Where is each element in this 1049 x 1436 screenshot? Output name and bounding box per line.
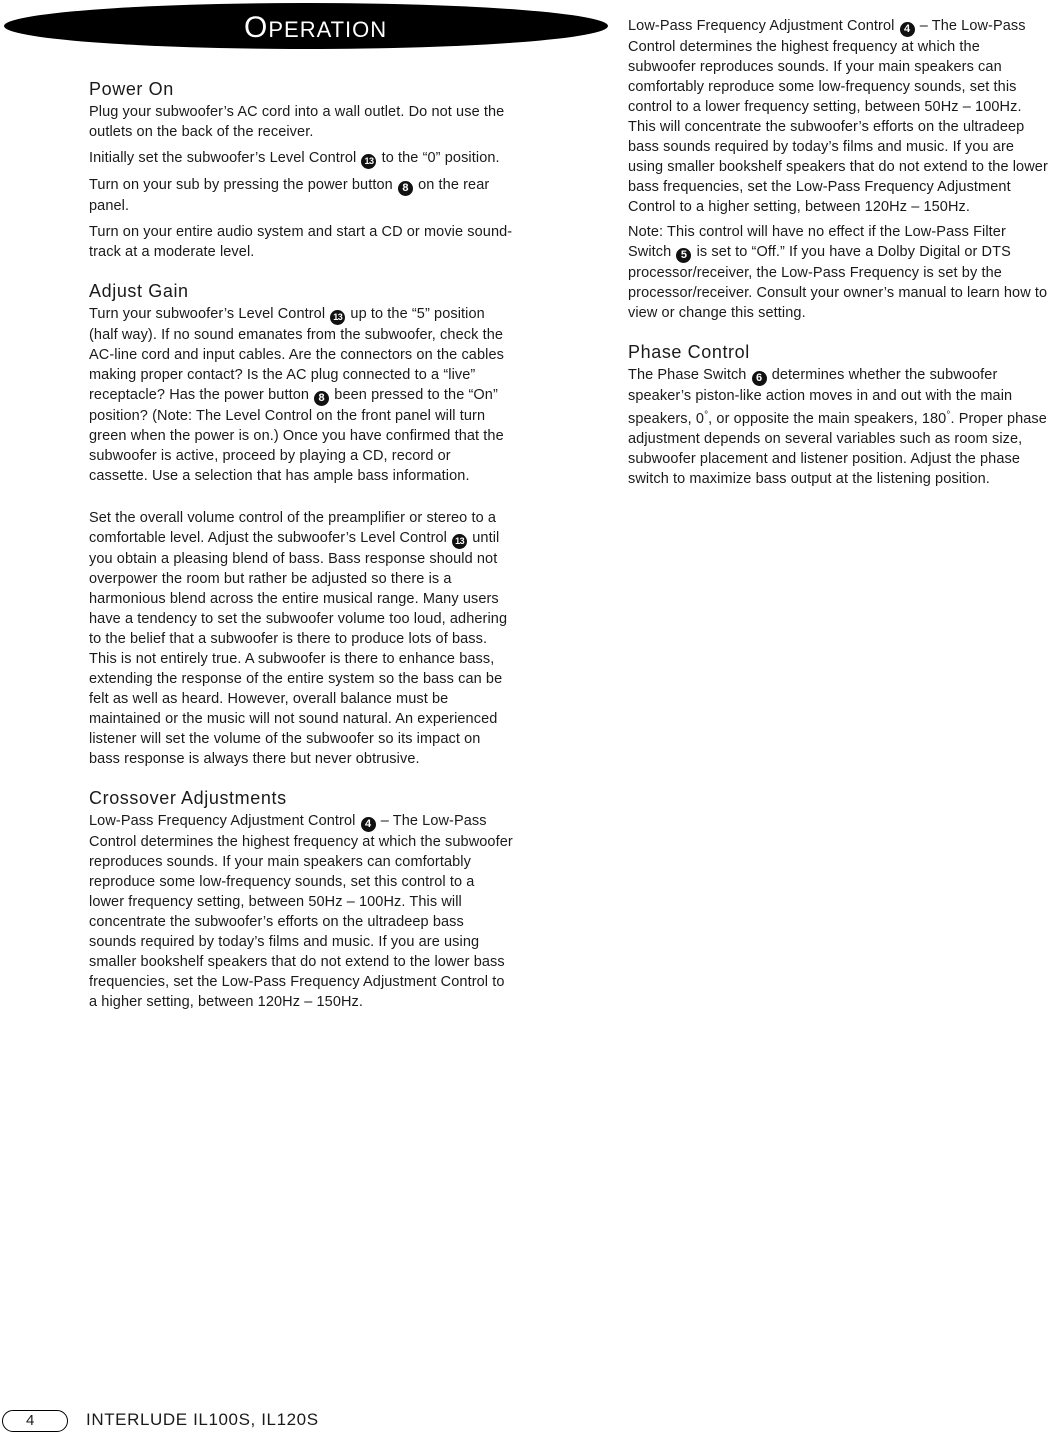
power-on-paragraph: Turn on your sub by pressing the power button 8 on the rear panel. (89, 177, 490, 214)
level-control-marker-icon: 13 (361, 154, 376, 169)
section-banner (4, 3, 608, 49)
adjust-gain-heading: Adjust Gain (89, 281, 189, 301)
power-on-paragraph: Plug your subwoofer’s AC cord into a wall outlet. Do not use the outlets on the back of the receiver. (89, 104, 505, 140)
power-on-paragraph: Initially set the subwoofer’s Level Control 13 to the “0” position. (89, 148, 513, 169)
page-number-pill (2, 1410, 68, 1432)
phase-control-heading: Phase Control (628, 342, 750, 362)
page-number: 4 (26, 1412, 35, 1429)
adjust-gain-paragraph: Set the overall volume control of the preamplifier or stereo to a comfortable level. Adjust the subwoofer’s Level Control 13 until you obtain a pleasing blend of bass. Bass response should not overpower the room but rather be adjusted so there is a harmonious blend across the entire musical range. Many users have a tendency to set the subwoofer volume too loud, adhering to the belief that a subwoofer is there to produce lots of bass. This is not entirely true. A subwoofer is there to enhance bass, extending the response of the entire system so the bass can be felt as well as heard. However, overall balance must be maintained or the music will not sound natural. An experienced listener will set the volume of the subwoofer so its impact on bass response is always there but never obtrusive. (89, 510, 508, 767)
power-button-marker-icon: 8 (314, 391, 329, 406)
crossover-note: Note: This control will have no effect if the Low-Pass Filter Switch 5 is set to “Off.” If you have a Dolby Digital or DTS processor/receiver, the Low-Pass Frequency is set by the processor/receiver. Consult your owner’s manual to learn how to view or change this setting. (628, 224, 1048, 321)
crossover-paragraph: Low-Pass Frequency Adjustment Control 4 – The Low-Pass Control determines the highest frequency at which the subwoofer reproduces sounds. If your main speakers can comfortably reproduce some low-frequency sounds, set this control to a lower frequency setting, between 50Hz – 100Hz. This will concentrate the subwoofer’s efforts on the ultradeep bass sounds required by today’s films and music. If you are using smaller bookshelf speakers that do not extend to the lower bass frequencies, set the Low-Pass Frequency Adjustment Control to a higher setting, between 120Hz – 150Hz. (89, 813, 513, 1010)
crossover-continued-paragraph: Low-Pass Frequency Adjustment Control 4 – The Low-Pass Control determines the highest frequency at which the subwoofer reproduces sounds. If your main speakers can comfortably reproduce some low-frequency sounds, set this control to a lower frequency setting, between 50Hz – 100Hz. This will concentrate the subwoofer’s efforts on the ultradeep bass sounds required by today’s films and music. If you are using smaller bookshelf speakers that do not extend to the lower bass frequencies, set the Low-Pass Frequency Adjustment Control to a higher setting, between 120Hz – 150Hz. (628, 18, 1048, 215)
low-pass-control-marker-icon: 4 (361, 817, 376, 832)
adjust-gain-paragraph: Turn your subwoofer’s Level Control 13 up to the “5” position (half way). If no sound emanates from the subwoofer, check the AC-line cord and input cables. Are the connectors on the cables making proper contact? Is the AC plug connected to a “live” receptacle? Has the power button 8 been pressed to the “On” position? (Note: The Level Control on the front panel will turn green when the power is on.) Once you have confirmed that the subwoofer is active, proceed by playing a CD, record or cassette. Use a selection that has ample bass information. (89, 306, 504, 484)
power-on-heading: Power On (89, 79, 174, 99)
level-control-marker-icon: 13 (330, 310, 345, 325)
footer-title: INTERLUDE IL100S, IL120S (86, 1410, 319, 1429)
phase-switch-marker-icon: 6 (752, 371, 767, 386)
phase-control-paragraph: The Phase Switch 6 determines whether the subwoofer speaker’s piston-like action moves in and out with the main speakers, 0°, or opposite the main speakers, 180°. Proper phase adjustment depends on several variables such as room size, subwoofer placement and listener position. Adjust the phase switch to maximize bass output at the listening position. (628, 367, 1047, 487)
power-on-paragraph: Turn on your entire audio system and start a CD or movie sound-track at a moderate level. (89, 224, 513, 260)
section-title: OPERATION (244, 11, 388, 44)
low-pass-switch-marker-icon: 5 (676, 248, 691, 263)
left-column (89, 78, 513, 1010)
power-button-marker-icon: 8 (398, 181, 413, 196)
right-column (628, 18, 1048, 495)
crossover-heading: Crossover Adjustments (89, 788, 287, 808)
level-control-marker-icon: 13 (452, 534, 467, 549)
